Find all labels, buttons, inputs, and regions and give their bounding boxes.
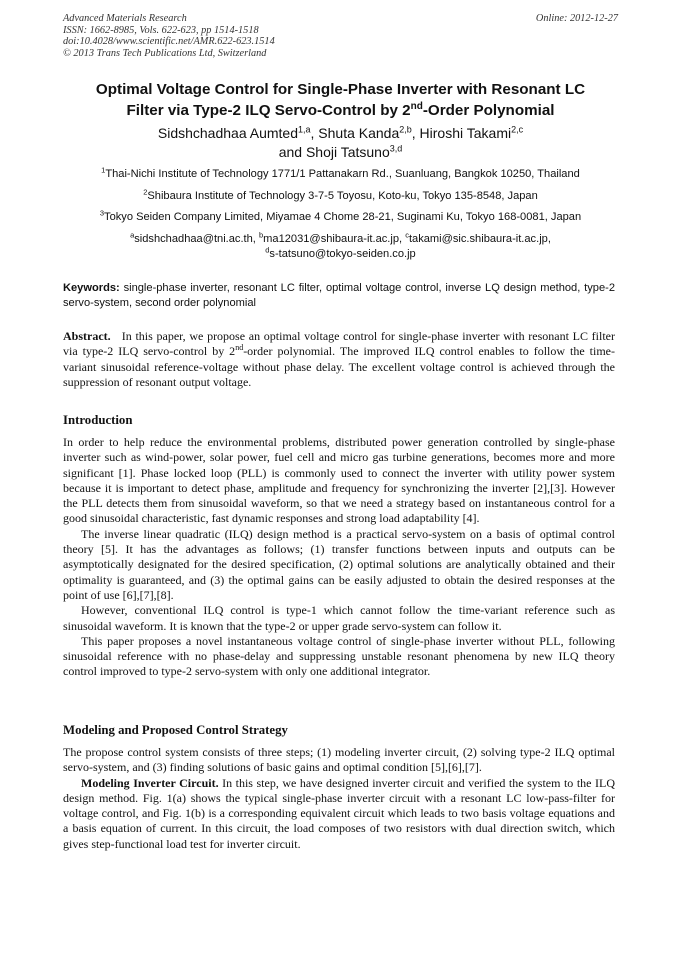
abstract-label: Abstract. xyxy=(63,329,111,343)
keywords-text: single-phase inverter, resonant LC filter, optimal voltage control, inverse LQ design method, type-2 servo-system, second order polynomial xyxy=(63,282,615,310)
author-emails: $^a$sidshchadhaa@tni.ac.th, $^b$ma12031@shibaura-it.ac.jp, $^c$takami@sic.shibaura-it.ac.jp, $^d$s-tatsuno@tokyo-seiden.co.jp xyxy=(130,230,551,260)
online-date: Online: 2012-12-27 xyxy=(535,13,618,24)
abstract: Abstract. In this paper, we propose an optimal voltage control for single-phase inverter with resonant LC filter via type-2 ILQ servo-control by 2nd-order polynomial. The improved ILQ control enables to follow the time-variant sinusoidal reference-voltage without phase delay. The excellent voltage control is achieved through the suppression of resonant output voltage. xyxy=(63,329,615,389)
intro-paragraph-2: The inverse linear quadratic (ILQ) design method is a practical servo-system on a basis of optimal control theory [5]. It has the advantages as follows; (1) transfer functions between inputs and outputs can be asymptotically designated for the desired specification, (2) optimal solutions are analytically obtained and their optimality is guaranteed, and (3) the optimal gains can be easily adjusted to obtain the desired responses at the point of use [6],[7],[8]. xyxy=(63,526,615,602)
affiliation-3: $^3$Tokyo Seiden Company Limited, Miyamae 4 Chome 28-21, Suginami Ku, Tokyo 168-0081, Japan xyxy=(99,208,582,223)
keywords-label: Keywords: xyxy=(63,282,120,294)
author-1: Sidshchadhaa Aumted xyxy=(157,125,298,141)
title-line-1: Optimal Voltage Control for Single-Phase Inverter with Resonant LC xyxy=(95,81,586,98)
issn-line: ISSN: 1662-8985, Vols. 622-623, pp 1514-1518 xyxy=(63,24,259,36)
author-3: Hiroshi Takami xyxy=(419,125,512,141)
modeling-paragraph-1: The propose control system consists of three steps; (1) modeling inverter circuit, (2) solving type-2 ILQ optimal servo-system, and (3) finding solutions of basic gains and optimal condition [5],[6],[7]. xyxy=(63,745,615,775)
author-2: Shuta Kanda xyxy=(318,125,400,141)
author-list: Sidshchadhaa Aumted$^{1,a}$, Shuta Kanda$^{2,b}$, Hiroshi Takami$^{2,c}$ and Shoji Tatsuno$^{3,d}$ xyxy=(157,124,524,160)
modeling-heading: Modeling and Proposed Control Strategy xyxy=(63,723,288,737)
journal-name: Advanced Materials Research xyxy=(63,13,187,24)
title-line-2: Filter via Type-2 ILQ Servo-Control by 2nd-Order Polynomial xyxy=(126,100,555,119)
intro-paragraph-3: However, conventional ILQ control is type-1 which cannot follow the time-variant reference such as sinusoidal waveform. It is known that the type-2 or upper grade servo-system can follow it. xyxy=(63,603,615,633)
author-4: and Shoji Tatsuno xyxy=(278,144,390,160)
modeling-paragraph-2: Modeling Inverter Circuit. In this step, we have designed inverter circuit and verified the system to the ILQ design method. Fig. 1(a) shows the typical single-phase inverter circuit with a resonant LC low-pass-filter for voltage control, and Fig. 1(b) is a corresponding equivalent circuit which leads to two basis voltage equations and a basis equation of current. In this circuit, the load composes of two resistors with dual direction switch, which gives step-functional load test for inverter circuit. xyxy=(63,775,615,851)
keywords xyxy=(63,281,615,312)
journal-header xyxy=(63,13,618,59)
intro-paragraph-1: In order to help reduce the environmental problems, distributed power generation controlled by single-phase inverter such as wind-power, solar power, fuel cell and micro gas turbine generations, becomes more and more significant [1]. Phase locked loop (PLL) is commonly used to connect the inverter with utility power system because it is important to detect phase, amplitude and frequency for synchronizing the inverter [2],[3]. However the PLL detects them from sinusoidal waveform, so that we need a strategy based on instantaneous control for a good sinusoidal characteristic, fast dynamic responses and strong load adaptability [4]. xyxy=(63,435,615,526)
doi-line: doi:10.4028/www.scientific.net/AMR.622-623.1514 xyxy=(63,36,275,48)
email-a: sidshchadhaa@tni.ac.th, xyxy=(134,233,256,245)
introduction-body xyxy=(63,435,615,680)
email-d: s-tatsuno@tokyo-seiden.co.jp xyxy=(269,248,416,260)
copyright-line: © 2013 Trans Tech Publications Ltd, Switzerland xyxy=(63,47,267,59)
affiliation-2: $^2$Shibaura Institute of Technology 3-7-5 Toyosu, Koto-ku, Tokyo 135-8548, Japan xyxy=(143,187,538,202)
modeling-run-head: Modeling Inverter Circuit. xyxy=(81,775,219,790)
introduction-heading: Introduction xyxy=(63,413,133,427)
modeling-body xyxy=(63,745,615,852)
intro-paragraph-4: This paper proposes a novel instantaneous voltage control of single-phase inverter without PLL, following sinusoidal reference with no phase-delay and suppressing unstable resonant phenomena by new ILQ theory control improved to type-2 servo-system with only one additional integrator. xyxy=(63,633,615,679)
email-c: takami@sic.shibaura-it.ac.jp, xyxy=(408,233,551,245)
paper-title xyxy=(63,79,618,121)
email-b: ma12031@shibaura-it.ac.jp, xyxy=(263,233,403,245)
affiliation-1: $^1$Thai-Nichi Institute of Technology 1771/1 Pattanakarn Rd., Suanluang, Bangkok 10250, Thailand xyxy=(101,165,580,180)
